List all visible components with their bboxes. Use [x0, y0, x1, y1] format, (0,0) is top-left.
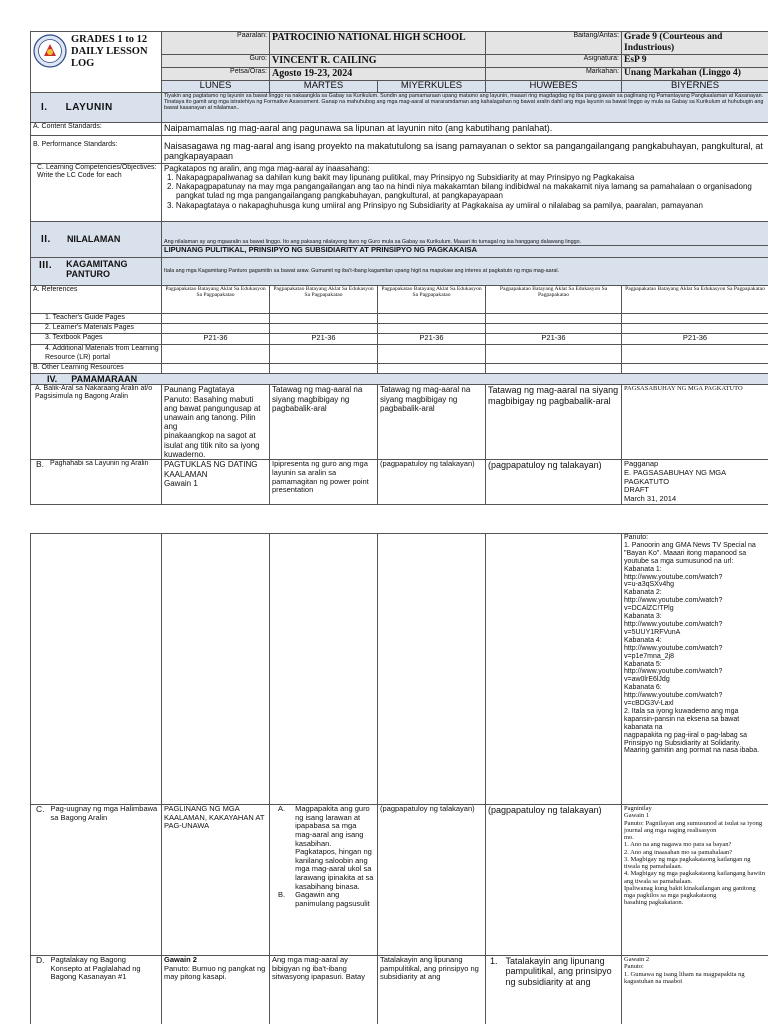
- day-martes: MARTES: [270, 80, 378, 92]
- performance-standards-text: Naisasagawa ng mag-aaral ang isang proyekto na makatutulong sa isang pamayanan o sektor sa pangangailangang pangkabuhayan, pangkultural, at pangkapayapaan: [162, 135, 768, 163]
- title-line-1: GRADES 1 to 12: [71, 34, 148, 45]
- row-b-label: Paghahabi sa Layunin ng Aralin: [50, 460, 149, 468]
- textbook-biyernes: P21-36: [622, 333, 768, 344]
- textbook-lunes: P21-36: [162, 333, 270, 344]
- teachers-guide-label: 1. Teacher's Guide Pages: [31, 313, 162, 323]
- day-lunes: LUNES: [162, 80, 270, 92]
- competencies-text: [162, 163, 768, 221]
- row-c-biyernes: Pagninilay Gawain 1 Panuto: Pagnilayan ang sumusunod at isulat sa iyong journal ang mga naging realisasyon mo. 1. Ano na ang nagawa mo para sa bayan? 2. Ano ang inaasahan mo sa pamahalaan? 3. Magbigay ng mga pagkakataong kailangan ng tiwala ng pamahalaan. 4. Magbigay ng mga pagkakataong kailangang hawiin ang tiwala sa pamahalaan. Ipaliwanag kung bakit kinakailangan ang ganitong mga pagkilos sa mga pagkakataong basahing pagkakataon.: [622, 805, 768, 956]
- row-c-martes-b: Gagawin ang panimulang pagsusulit: [295, 890, 370, 908]
- row-c-label-cell: C. Pag-uugnay ng mga Halimbawa sa Bagong Aralin: [31, 805, 162, 956]
- day-biyernes: BIYERNES: [622, 80, 768, 92]
- row-c-lunes: PAGLINANG NG MGA KAALAMAN, KAKAYAHAN AT PAG-UNAWA: [162, 805, 270, 956]
- layunin-note: Tiyakin ang pagtatamo ng layunin sa bawat linggo na nakaangkla sa Gabay sa Kurikulum. Sundin ang pamamaraan upang matamo ang layunin, maaari ring magdagdag ng iba pang gawain sa paglinang ng Pamantayang Pangkaalaman at Kasanayan. Tinataya ito gamit ang mga istratehiya ng Formative Assessment. Ganap na mahuhubog ang mga mag-aaral at mararamdaman ang kahalagahan ng bawat aralin dahil ang mga layunin sa bawat linggo ay mula sa Gabay sa Kurikulum at huhubugin ang bawat kasanayan at nilalaman..: [162, 92, 768, 122]
- row-d-lunes-text: Panuto: Bumuo ng pangkat ng may pitong kasapi.: [164, 963, 266, 982]
- row-d-lunes: [162, 956, 270, 1024]
- row-d-biyernes: Gawain 2 Panuto: 1. Gumawa ng isang liham na magpapakita ng kagustuhan na maabot: [622, 956, 768, 1024]
- row-d-huwebes: 1. Tatalakayin ang lipunang pampulitikal, ang prinsipyo ng subsidiarity at ang: [486, 956, 622, 1024]
- content-standards-text: Naipamamalas ng mag-aaral ang pagunawa sa lipunan at layunin nito (ang kabutihang panlahat).: [162, 122, 768, 135]
- row-b-biyernes: Pagganap E. PAGSASABUHAY NG MGA PAGKATUTO DRAFT March 31, 2014: [622, 460, 768, 504]
- textbook-huwebes: P21-36: [486, 333, 622, 344]
- layunin-heading: I. LAYUNIN: [31, 92, 162, 122]
- deped-seal-icon: [33, 34, 67, 68]
- competencies-label: C. Learning Competencies/Objectives: Write the LC Code for each: [31, 163, 162, 221]
- school-label: Paaralan:: [162, 32, 270, 55]
- other-resources-label: B. Other Learning Resources: [31, 363, 162, 373]
- row-c-miyerkules: (pagpapatuloy ng talakayan): [378, 805, 486, 956]
- row-b-martes: Ipipresenta ng guro ang mga layunin sa aralin sa pamamagitan ng power point presentation: [270, 460, 378, 504]
- quarter-value: Unang Markahan (Linggo 4): [622, 67, 768, 80]
- date-value: Agosto 19-23, 2024: [270, 67, 486, 80]
- competencies-intro: Pagkatapos ng aralin, ang mga mag-aaral ay inaasahang:: [164, 163, 370, 173]
- day-miyerkules: MIYERKULES: [378, 80, 486, 92]
- subject-value: EsP 9: [622, 54, 768, 67]
- references-label: A. References: [31, 285, 162, 313]
- row-d-lunes-title: Gawain 2: [164, 955, 197, 964]
- row-b-miyerkules: (pagpapatuloy ng talakayan): [378, 460, 486, 504]
- learners-materials-label: 2. Learner's Materials Pages: [31, 323, 162, 333]
- day-huwebes: HUWEBES: [486, 80, 622, 92]
- reference-biyernes: Pagpapakatao Batayang Aklat Sa Edukasyon Sa Pagpapakatao: [622, 285, 768, 313]
- performance-standards-label: B. Performance Standards:: [31, 135, 162, 163]
- row-c-label: Pag-uugnay ng mga Halimbawa sa Bagong Aralin: [50, 804, 158, 822]
- competency-item: 1. Nakapagpapaliwanag sa dahilan kung bakit may lipunang pulitikal, may Prinsipyo ng Subsidiarity at may Prinsipyo ng Pagkakaisa: [167, 172, 635, 182]
- competency-item: 2. Nakapagpapatunay na may mga pangangailangan ang tao na hindi niya makakamtan bilang indibidwal na makakamit niya lamang sa pamahalaan o organisadong pangkat tulad ng mga pangangailangang pangkabuhayan, pangkultural, at pangkapayapaan: [167, 182, 752, 201]
- kagamitan-heading: III. KAGAMITANG PANTURO: [31, 257, 162, 285]
- quarter-label: Markahan:: [486, 67, 622, 80]
- title-line-2: DAILY LESSON: [71, 45, 148, 57]
- pamamaraan-heading: IV. PAMAMARAAN: [31, 373, 768, 385]
- textbook-miyerkules: P21-36: [378, 333, 486, 344]
- teacher-value: VINCENT R. CAILING: [270, 54, 486, 67]
- row-a-martes: Tatawag ng mag-aaral na siyang magbibigay ng pagbabalik-aral: [270, 385, 378, 460]
- school-value: PATROCINIO NATIONAL HIGH SCHOOL: [270, 32, 486, 55]
- additional-materials-label: 4. Additional Materials from Learning Resource (LR) portal: [31, 344, 162, 363]
- row-d-huwebes-text: Tatalakayin ang lipunang pampulitikal, ang prinsipyo ng subsidiarity at ang: [505, 956, 612, 987]
- row-a-miyerkules: Tatawag ng mag-aaral na siyang magbibigay ng pagbabalik-aral: [378, 385, 486, 460]
- row-a-biyernes: PAGSASABUHAY NG MGA PAGKATUTO: [622, 385, 768, 460]
- row-c-huwebes: (pagpapatuloy ng talakayan): [486, 805, 622, 956]
- reference-miyerkules: Pagpapakatao Batayang Aklat Sa Edukasyon Sa Pagpapakatao: [378, 285, 486, 313]
- nilalaman-note: Ang nilalaman ay ang mgaaralin sa bawat linggo. Ito ang paksang nilalayong ituro ng Guro mula sa Gabay sa Kurikulum. Maaari ito tumagal ng isa hanggang dalawang linggo.: [162, 221, 768, 245]
- nilalaman-topic: LIPUNANG PULITIKAL, PRINSIPYO NG SUBSIDIARITY AT PRINSIPYO NG PAGKAKAISA: [162, 245, 768, 257]
- reference-huwebes: Pagpapakatao Batayang Aklat Sa Edukasyon Sa Pagpapakatao: [486, 285, 622, 313]
- row-d-label: Pagtalakay ng Bagong Konsepto at Paglalahad ng Bagong Kasanayan #1: [50, 955, 141, 982]
- row-c-martes: A. Magpapakita ang guro ng isang larawan at ipapabasa sa mga mag-aaral ang isang kasabihan. Pagkatapos, hingan ng kanilang saloobin ang mga mag-aaral ukol sa larawang ipinakita at sa kasabihang binasa. B. Gagawin ang panimulang pagsusulit: [270, 805, 378, 956]
- row-d-miyerkules: Tatalakayin ang lipunang pampulitikal, ang prinsipyo ng subsidiarity at ang: [378, 956, 486, 1024]
- reference-lunes: Pagpapakatao Batayang Aklat Sa Edukasyon Sa Pagpapakatao: [162, 285, 270, 313]
- competency-item: 3. Nakapagtataya o nakapaghuhusga kung umiiral ang Prinsipyo ng Subsidiarity at Pagkakaisa ay umiiral o nilalabag sa pamilya, paaralan, pamayanan: [167, 200, 703, 210]
- grade-value: Grade 9 (Courteous and Industrious): [622, 32, 768, 55]
- grade-label: Baitang/Antas:: [486, 32, 622, 55]
- row-d-martes: Ang mga mag-aaral ay bibigyan ng iba't-ibang sitwasyong ipapasuri. Batay: [270, 956, 378, 1024]
- dll-page-1-table: [30, 31, 768, 505]
- kagamitan-note: Itala ang mga Kagamitang Panturo gagamitin sa bawat araw. Gumamit ng iba't-ibang kagamitan upang higit na mapukaw ang interes at pagkatuto ng mga mag-aaral.: [162, 257, 768, 285]
- title-cell: [31, 32, 162, 93]
- row-a-lunes: Paunang Pagtataya Panuto: Basahing mabuti ang bawat pangungusap at unawain ang tanong. Pilin ang pinakaangkop na sagot at isulat ang titik nito sa iyong kuwaderno.: [162, 385, 270, 460]
- title-line-3: LOG: [71, 57, 95, 69]
- row-a-huwebes: Tatawag ng mag-aaral na siyang magbibigay ng pagbabalik-aral: [486, 385, 622, 460]
- row-b-lunes: PAGTUKLAS NG DATING KAALAMAN Gawain 1: [162, 460, 270, 504]
- row-b-huwebes: (pagpapatuloy ng talakayan): [486, 460, 622, 504]
- textbook-label: 3. Textbook Pages: [31, 333, 162, 344]
- teacher-label: Guro:: [162, 54, 270, 67]
- row-b-biyernes-continued: Panuto: 1. Panoorin ang GMA News TV Special na "Bayan Ko". Maaari itong mapanood sa youtube sa mga sumusunod na url: Kabanata 1: http://www.youtube.com/watch? v=u-a3qSXv4hg Kabanata 2: http://www.youtube.com/watch? v=DCAlZC!TPlg Kabanata 3: http://www.youtube.com/watch? v=5UUY1RFVunA Kabanata 4: http://www.youtube.com/watch? v=p1e7mna_2j8 Kabanata 5: http://www.youtube.com/watch? v=aw0lrE6lJdg Kabanata 6: http://www.youtube.com/watch? v=cBDG3V-Laxl 2. Itala sa iyong kuwaderno ang mga kapansin-pansin na eksena sa bawat kabanata na nagpapakita ng pag-iiral o pag-labag sa Prinsipyo ng Subsidiarity at Solidarity. Maaring gamitin ang pormat na nasa ibaba.: [622, 534, 768, 805]
- content-standards-label: A. Content Standards:: [31, 122, 162, 135]
- nilalaman-heading: II. NILALAMAN: [31, 221, 162, 257]
- subject-label: Asignatura:: [486, 54, 622, 67]
- row-a-label: A. Balik-Aral sa Nakaraang Aralin at/o Pagsisimula ng Bagong Aralin: [31, 385, 162, 460]
- date-label: Petsa/Oras:: [162, 67, 270, 80]
- row-c-martes-a: Magpapakita ang guro ng isang larawan at ipapabasa sa mga mag-aaral ang isang kasabihan. Pagkatapos, hingan ng kanilang saloobin ang mga mag-aaral ukol sa larawang ipinakita at sa kasabihang binasa.: [295, 804, 374, 891]
- row-b-label-cell: B. Paghahabi sa Layunin ng Aralin: [31, 460, 162, 504]
- reference-martes: Pagpapakatao Batayang Aklat Sa Edukasyon Sa Pagpapakatao: [270, 285, 378, 313]
- textbook-martes: P21-36: [270, 333, 378, 344]
- row-d-label-cell: D. Pagtalakay ng Bagong Konsepto at Paglalahad ng Bagong Kasanayan #1: [31, 956, 162, 1024]
- dll-page-2-table: [30, 533, 768, 1024]
